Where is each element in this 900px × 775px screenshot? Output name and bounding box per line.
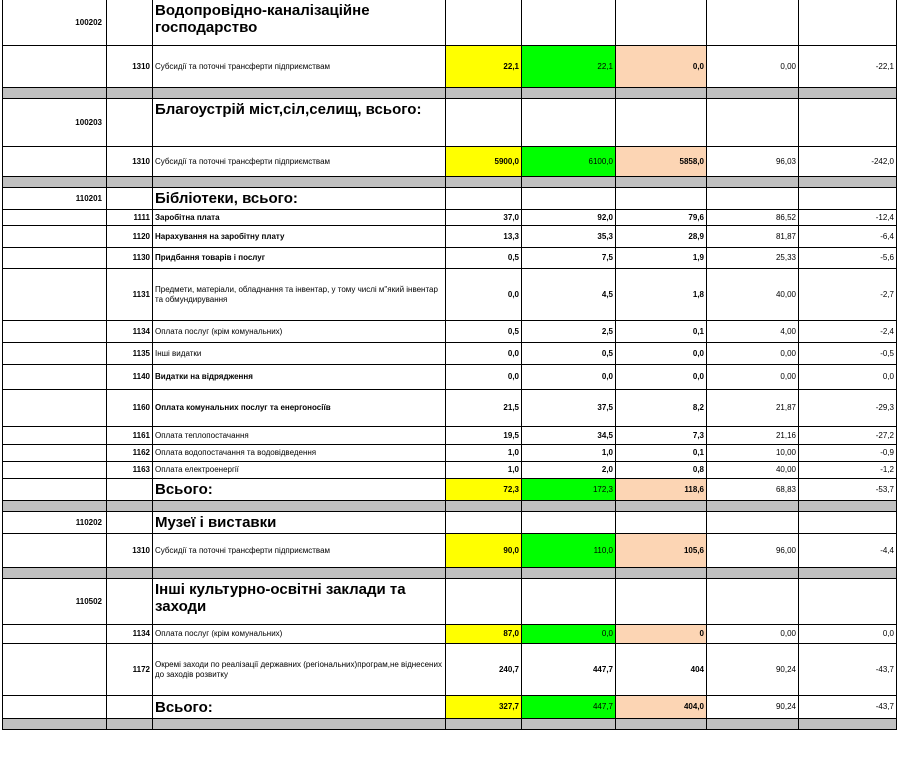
diff-cell[interactable]: -43,7 bbox=[799, 644, 897, 696]
empty-cell[interactable] bbox=[616, 99, 707, 147]
plan-period-cell[interactable]: 447,7 bbox=[522, 644, 616, 696]
separator-cell bbox=[107, 177, 153, 188]
diff-cell[interactable]: -4,4 bbox=[799, 534, 897, 568]
function-code[interactable]: 110201 bbox=[3, 188, 107, 210]
diff-cell[interactable]: -2,7 bbox=[799, 269, 897, 321]
empty-cell[interactable] bbox=[3, 696, 107, 719]
empty-cell[interactable] bbox=[522, 0, 616, 46]
plan-year-cell[interactable]: 21,5 bbox=[446, 390, 522, 427]
empty-cell[interactable] bbox=[799, 512, 897, 534]
plan-period-cell[interactable]: 2,0 bbox=[522, 462, 616, 479]
separator-cell bbox=[446, 719, 522, 730]
kekv-code[interactable]: 1131 bbox=[107, 269, 153, 321]
separator-cell bbox=[522, 501, 616, 512]
separator-cell bbox=[446, 177, 522, 188]
plan-year-cell[interactable]: 0,5 bbox=[446, 321, 522, 343]
table-row bbox=[3, 365, 897, 390]
diff-cell[interactable]: -27,2 bbox=[799, 427, 897, 445]
separator-cell bbox=[616, 568, 707, 579]
empty-cell[interactable] bbox=[446, 512, 522, 534]
actual-cell[interactable]: 0,1 bbox=[616, 445, 707, 462]
percent-cell[interactable]: 25,33 bbox=[707, 248, 799, 269]
separator-row bbox=[3, 719, 897, 730]
item-name[interactable]: Нарахування на заробітну плату bbox=[153, 226, 446, 248]
actual-cell[interactable]: 1,9 bbox=[616, 248, 707, 269]
table-row bbox=[3, 147, 897, 177]
total-row bbox=[3, 696, 897, 719]
plan-year-cell[interactable]: 19,5 bbox=[446, 427, 522, 445]
kekv-code[interactable]: 1111 bbox=[107, 210, 153, 226]
kekv-code[interactable]: 1172 bbox=[107, 644, 153, 696]
separator-cell bbox=[799, 177, 897, 188]
empty-cell[interactable] bbox=[522, 579, 616, 625]
actual-cell[interactable]: 105,6 bbox=[616, 534, 707, 568]
function-code[interactable]: 100203 bbox=[3, 99, 107, 147]
percent-total[interactable]: 68,83 bbox=[707, 479, 799, 501]
diff-cell[interactable]: -5,6 bbox=[799, 248, 897, 269]
item-name[interactable]: Оплата послуг (крім комунальних) bbox=[153, 625, 446, 644]
separator-cell bbox=[153, 177, 446, 188]
separator-cell bbox=[446, 568, 522, 579]
separator-cell bbox=[616, 177, 707, 188]
empty-cell[interactable] bbox=[3, 534, 107, 568]
separator-cell bbox=[3, 719, 107, 730]
item-name[interactable]: Придбання товарів і послуг bbox=[153, 248, 446, 269]
separator-row bbox=[3, 568, 897, 579]
plan-period-cell[interactable]: 35,3 bbox=[522, 226, 616, 248]
plan-period-cell[interactable]: 92,0 bbox=[522, 210, 616, 226]
actual-cell[interactable]: 0,0 bbox=[616, 343, 707, 365]
empty-cell[interactable] bbox=[707, 512, 799, 534]
empty-cell[interactable] bbox=[446, 99, 522, 147]
separator-row bbox=[3, 177, 897, 188]
table-row bbox=[3, 226, 897, 248]
table-row bbox=[3, 462, 897, 479]
item-name[interactable]: Субсидії та поточні трансферти підприємствам bbox=[153, 46, 446, 88]
empty-cell[interactable] bbox=[107, 579, 153, 625]
empty-cell[interactable] bbox=[522, 188, 616, 210]
percent-cell[interactable]: 90,24 bbox=[707, 644, 799, 696]
empty-cell[interactable] bbox=[707, 188, 799, 210]
percent-cell[interactable]: 96,00 bbox=[707, 534, 799, 568]
item-name[interactable]: Інші видатки bbox=[153, 343, 446, 365]
percent-cell[interactable]: 40,00 bbox=[707, 462, 799, 479]
percent-cell[interactable]: 10,00 bbox=[707, 445, 799, 462]
actual-cell[interactable]: 7,3 bbox=[616, 427, 707, 445]
diff-cell[interactable]: -29,3 bbox=[799, 390, 897, 427]
empty-cell[interactable] bbox=[3, 321, 107, 343]
actual-cell[interactable]: 1,8 bbox=[616, 269, 707, 321]
kekv-code[interactable]: 1161 bbox=[107, 427, 153, 445]
empty-cell[interactable] bbox=[707, 0, 799, 46]
item-name[interactable]: Оплата комунальних послуг та енергоносіїв bbox=[153, 390, 446, 427]
diff-cell[interactable]: -0,5 bbox=[799, 343, 897, 365]
plan-year-cell[interactable]: 240,7 bbox=[446, 644, 522, 696]
table-row bbox=[3, 534, 897, 568]
empty-cell[interactable] bbox=[707, 579, 799, 625]
function-code[interactable]: 100202 bbox=[3, 0, 107, 46]
plan-period-total[interactable]: 172,3 bbox=[522, 479, 616, 501]
table-row bbox=[3, 46, 897, 88]
percent-cell[interactable]: 21,87 bbox=[707, 390, 799, 427]
diff-cell[interactable]: -12,4 bbox=[799, 210, 897, 226]
empty-cell[interactable] bbox=[107, 512, 153, 534]
section-title[interactable]: Музеї і виставки bbox=[153, 512, 446, 534]
actual-cell[interactable]: 79,6 bbox=[616, 210, 707, 226]
plan-year-cell[interactable]: 0,0 bbox=[446, 365, 522, 390]
plan-year-cell[interactable]: 90,0 bbox=[446, 534, 522, 568]
item-name[interactable]: Заробітна плата bbox=[153, 210, 446, 226]
plan-year-cell[interactable]: 0,5 bbox=[446, 248, 522, 269]
table-row bbox=[3, 343, 897, 365]
empty-cell[interactable] bbox=[799, 0, 897, 46]
empty-cell[interactable] bbox=[799, 579, 897, 625]
separator-cell bbox=[3, 568, 107, 579]
separator-row bbox=[3, 501, 897, 512]
plan-period-cell[interactable]: 110,0 bbox=[522, 534, 616, 568]
plan-period-cell[interactable]: 1,0 bbox=[522, 445, 616, 462]
plan-period-cell[interactable]: 4,5 bbox=[522, 269, 616, 321]
plan-period-cell[interactable]: 22,1 bbox=[522, 46, 616, 88]
percent-cell[interactable]: 4,00 bbox=[707, 321, 799, 343]
table-row bbox=[3, 248, 897, 269]
separator-cell bbox=[707, 177, 799, 188]
actual-cell[interactable]: 28,9 bbox=[616, 226, 707, 248]
table-row bbox=[3, 644, 897, 696]
actual-cell[interactable]: 0,0 bbox=[616, 46, 707, 88]
section-header-row bbox=[3, 188, 897, 210]
empty-cell[interactable] bbox=[446, 579, 522, 625]
plan-period-cell[interactable]: 34,5 bbox=[522, 427, 616, 445]
empty-cell[interactable] bbox=[522, 512, 616, 534]
separator-cell bbox=[107, 568, 153, 579]
plan-year-total[interactable]: 72,3 bbox=[446, 479, 522, 501]
empty-cell[interactable] bbox=[3, 269, 107, 321]
item-name[interactable]: Предмети, матеріали, обладнання та інвентар, у тому числі м"який інвентар та обмундирування bbox=[153, 269, 446, 321]
item-name[interactable]: Видатки на відрядження bbox=[153, 365, 446, 390]
separator-cell bbox=[799, 719, 897, 730]
empty-cell[interactable] bbox=[799, 99, 897, 147]
separator-cell bbox=[446, 501, 522, 512]
table-row bbox=[3, 210, 897, 226]
separator-cell bbox=[616, 501, 707, 512]
kekv-code[interactable]: 1120 bbox=[107, 226, 153, 248]
separator-cell bbox=[799, 501, 897, 512]
total-label[interactable]: Всього: bbox=[153, 696, 446, 719]
diff-cell[interactable]: -0,9 bbox=[799, 445, 897, 462]
empty-cell[interactable] bbox=[3, 248, 107, 269]
percent-cell[interactable]: 40,00 bbox=[707, 269, 799, 321]
percent-cell[interactable]: 21,16 bbox=[707, 427, 799, 445]
empty-cell[interactable] bbox=[107, 99, 153, 147]
kekv-code[interactable]: 1163 bbox=[107, 462, 153, 479]
section-title[interactable]: Бібліотеки, всього: bbox=[153, 188, 446, 210]
empty-cell[interactable] bbox=[3, 226, 107, 248]
kekv-code[interactable]: 1310 bbox=[107, 46, 153, 88]
table-row bbox=[3, 625, 897, 644]
plan-year-cell[interactable]: 87,0 bbox=[446, 625, 522, 644]
item-name[interactable]: Оплата послуг (крім комунальних) bbox=[153, 321, 446, 343]
separator-cell bbox=[522, 88, 616, 99]
empty-cell[interactable] bbox=[3, 343, 107, 365]
diff-cell[interactable]: -6,4 bbox=[799, 226, 897, 248]
empty-cell[interactable] bbox=[446, 188, 522, 210]
item-name[interactable]: Окремі заходи по реалізації державних (регіональних)програм,не віднесених до заходів розвитку bbox=[153, 644, 446, 696]
separator-cell bbox=[616, 719, 707, 730]
percent-cell[interactable]: 96,03 bbox=[707, 147, 799, 177]
separator-cell bbox=[107, 501, 153, 512]
table-row bbox=[3, 427, 897, 445]
separator-cell bbox=[707, 501, 799, 512]
section-title[interactable]: Інші культурно-освітні заклади та заходи bbox=[153, 579, 446, 625]
kekv-code[interactable]: 1310 bbox=[107, 147, 153, 177]
empty-cell[interactable] bbox=[799, 188, 897, 210]
percent-cell[interactable]: 0,00 bbox=[707, 343, 799, 365]
separator-cell bbox=[107, 88, 153, 99]
diff-cell[interactable]: -2,4 bbox=[799, 321, 897, 343]
plan-period-cell[interactable]: 7,5 bbox=[522, 248, 616, 269]
plan-year-cell[interactable]: 5900,0 bbox=[446, 147, 522, 177]
actual-cell[interactable]: 8,2 bbox=[616, 390, 707, 427]
empty-cell[interactable] bbox=[3, 445, 107, 462]
kekv-code[interactable]: 1162 bbox=[107, 445, 153, 462]
plan-year-cell[interactable]: 37,0 bbox=[446, 210, 522, 226]
empty-cell[interactable] bbox=[616, 188, 707, 210]
plan-period-cell[interactable]: 6100,0 bbox=[522, 147, 616, 177]
actual-cell[interactable]: 0 bbox=[616, 625, 707, 644]
empty-cell[interactable] bbox=[616, 579, 707, 625]
plan-period-total[interactable]: 447,7 bbox=[522, 696, 616, 719]
separator-cell bbox=[522, 719, 616, 730]
empty-cell[interactable] bbox=[107, 696, 153, 719]
table-row bbox=[3, 445, 897, 462]
table-row bbox=[3, 269, 897, 321]
diff-total[interactable]: -53,7 bbox=[799, 479, 897, 501]
section-title[interactable]: Водопровідно-каналізаційне господарство bbox=[153, 0, 446, 46]
item-name[interactable]: Субсидії та поточні трансферти підприємствам bbox=[153, 147, 446, 177]
plan-period-cell[interactable]: 37,5 bbox=[522, 390, 616, 427]
item-name[interactable]: Субсидії та поточні трансферти підприємствам bbox=[153, 534, 446, 568]
plan-year-cell[interactable]: 0,0 bbox=[446, 269, 522, 321]
empty-cell[interactable] bbox=[3, 390, 107, 427]
actual-cell[interactable]: 0,1 bbox=[616, 321, 707, 343]
budget-table bbox=[2, 0, 897, 730]
kekv-code[interactable]: 1134 bbox=[107, 321, 153, 343]
plan-year-cell[interactable]: 1,0 bbox=[446, 445, 522, 462]
kekv-code[interactable]: 1130 bbox=[107, 248, 153, 269]
separator-cell bbox=[707, 719, 799, 730]
separator-cell bbox=[3, 501, 107, 512]
percent-cell[interactable]: 81,87 bbox=[707, 226, 799, 248]
diff-cell[interactable]: -242,0 bbox=[799, 147, 897, 177]
separator-cell bbox=[707, 568, 799, 579]
kekv-code[interactable]: 1310 bbox=[107, 534, 153, 568]
empty-cell[interactable] bbox=[522, 99, 616, 147]
separator-cell bbox=[3, 177, 107, 188]
empty-cell[interactable] bbox=[446, 0, 522, 46]
actual-total[interactable]: 118,6 bbox=[616, 479, 707, 501]
empty-cell[interactable] bbox=[3, 210, 107, 226]
empty-cell[interactable] bbox=[616, 512, 707, 534]
plan-period-cell[interactable]: 0,0 bbox=[522, 365, 616, 390]
percent-cell[interactable]: 0,00 bbox=[707, 46, 799, 88]
section-header-row bbox=[3, 99, 897, 147]
actual-cell[interactable]: 5858,0 bbox=[616, 147, 707, 177]
diff-cell[interactable]: 0,0 bbox=[799, 625, 897, 644]
separator-cell bbox=[153, 501, 446, 512]
separator-cell bbox=[153, 568, 446, 579]
total-row bbox=[3, 479, 897, 501]
empty-cell[interactable] bbox=[3, 625, 107, 644]
plan-year-cell[interactable]: 22,1 bbox=[446, 46, 522, 88]
item-name[interactable]: Оплата водопостачання та водовідведення bbox=[153, 445, 446, 462]
actual-cell[interactable]: 0,8 bbox=[616, 462, 707, 479]
separator-cell bbox=[799, 568, 897, 579]
empty-cell[interactable] bbox=[3, 147, 107, 177]
function-code[interactable]: 110502 bbox=[3, 579, 107, 625]
percent-cell[interactable]: 0,00 bbox=[707, 625, 799, 644]
percent-cell[interactable]: 0,00 bbox=[707, 365, 799, 390]
empty-cell[interactable] bbox=[3, 462, 107, 479]
separator-cell bbox=[799, 88, 897, 99]
table-row bbox=[3, 390, 897, 427]
separator-cell bbox=[522, 177, 616, 188]
kekv-code[interactable]: 1140 bbox=[107, 365, 153, 390]
separator-cell bbox=[153, 88, 446, 99]
plan-year-cell[interactable]: 1,0 bbox=[446, 462, 522, 479]
section-header-row bbox=[3, 512, 897, 534]
empty-cell[interactable] bbox=[107, 188, 153, 210]
kekv-code[interactable]: 1135 bbox=[107, 343, 153, 365]
separator-cell bbox=[707, 88, 799, 99]
empty-cell[interactable] bbox=[107, 0, 153, 46]
empty-cell[interactable] bbox=[3, 46, 107, 88]
plan-year-total[interactable]: 327,7 bbox=[446, 696, 522, 719]
section-title[interactable]: Благоустрій міст,сіл,селищ, всього: bbox=[153, 99, 446, 147]
separator-cell bbox=[107, 719, 153, 730]
empty-cell[interactable] bbox=[107, 479, 153, 501]
empty-cell[interactable] bbox=[616, 0, 707, 46]
kekv-code[interactable]: 1134 bbox=[107, 625, 153, 644]
plan-year-cell[interactable]: 13,3 bbox=[446, 226, 522, 248]
separator-cell bbox=[446, 88, 522, 99]
item-name[interactable]: Оплата електроенергії bbox=[153, 462, 446, 479]
separator-row bbox=[3, 88, 897, 99]
table-row bbox=[3, 321, 897, 343]
percent-total[interactable]: 90,24 bbox=[707, 696, 799, 719]
empty-cell[interactable] bbox=[707, 99, 799, 147]
section-header-row bbox=[3, 0, 897, 46]
function-code[interactable]: 110202 bbox=[3, 512, 107, 534]
actual-cell[interactable]: 404 bbox=[616, 644, 707, 696]
plan-period-cell[interactable]: 2,5 bbox=[522, 321, 616, 343]
plan-period-cell[interactable]: 0,5 bbox=[522, 343, 616, 365]
diff-cell[interactable]: -22,1 bbox=[799, 46, 897, 88]
section-header-row bbox=[3, 579, 897, 625]
diff-cell[interactable]: -1,2 bbox=[799, 462, 897, 479]
separator-cell bbox=[522, 568, 616, 579]
actual-cell[interactable]: 0,0 bbox=[616, 365, 707, 390]
empty-cell[interactable] bbox=[3, 427, 107, 445]
item-name[interactable]: Оплата теплопостачання bbox=[153, 427, 446, 445]
plan-period-cell[interactable]: 0,0 bbox=[522, 625, 616, 644]
separator-cell bbox=[3, 88, 107, 99]
diff-cell[interactable]: 0,0 bbox=[799, 365, 897, 390]
kekv-code[interactable]: 1160 bbox=[107, 390, 153, 427]
total-label[interactable]: Всього: bbox=[153, 479, 446, 501]
actual-total[interactable]: 404,0 bbox=[616, 696, 707, 719]
percent-cell[interactable]: 86,52 bbox=[707, 210, 799, 226]
empty-cell[interactable] bbox=[3, 644, 107, 696]
diff-total[interactable]: -43,7 bbox=[799, 696, 897, 719]
separator-cell bbox=[616, 88, 707, 99]
plan-year-cell[interactable]: 0,0 bbox=[446, 343, 522, 365]
separator-cell bbox=[153, 719, 446, 730]
empty-cell[interactable] bbox=[3, 479, 107, 501]
empty-cell[interactable] bbox=[3, 365, 107, 390]
